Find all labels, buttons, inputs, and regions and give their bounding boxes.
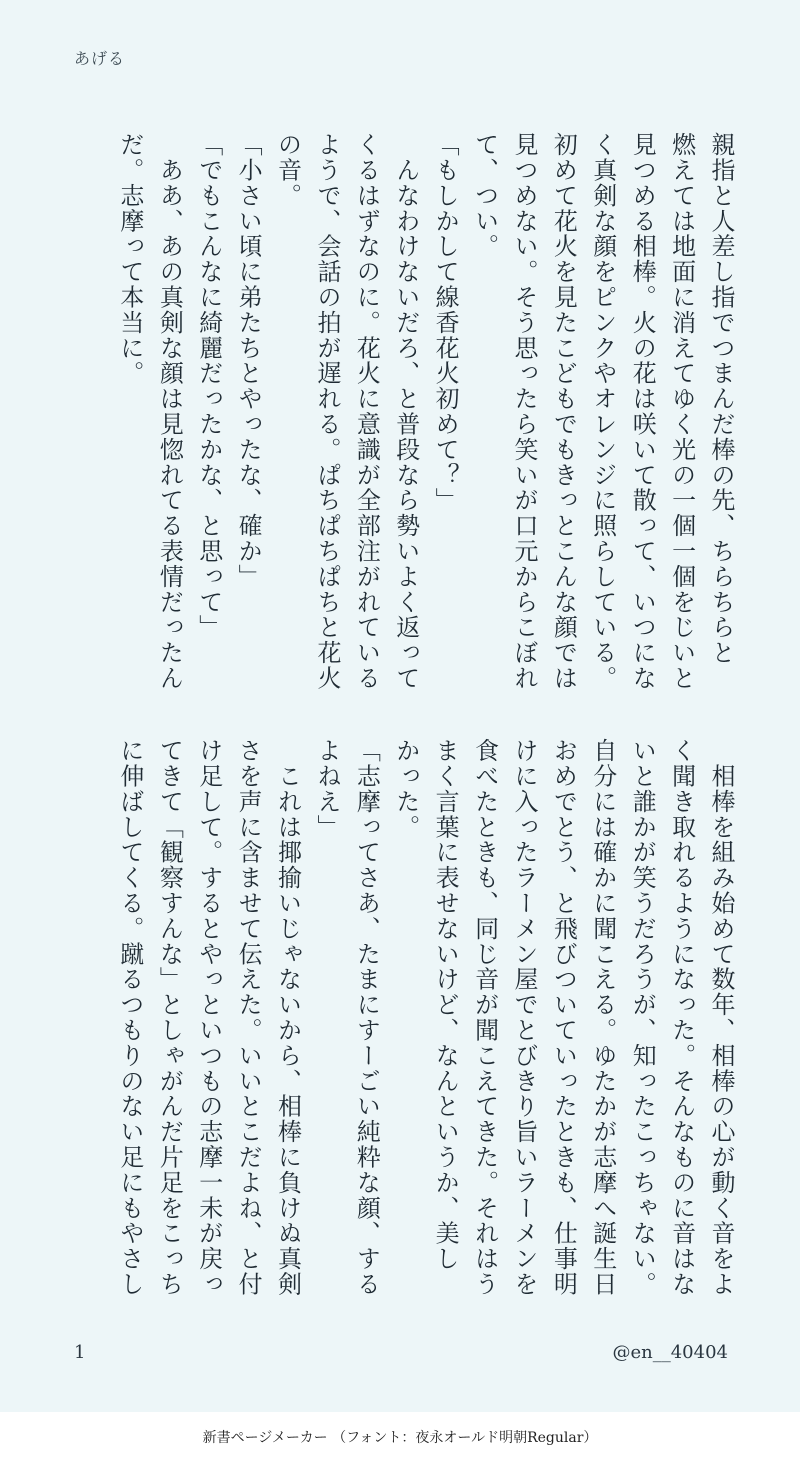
text-block-top: 親指と人差し指でつまんだ棒の先、ちらちらと 燃えては地面に消えてゆく光の一個一個をじいと 見つめる相棒。火の花は咲いて散って、いつにな く真剣な顔をピンクやオレンジに照らしている。 初めて花火を見たこどもでもきっとこんな顔では 見つめない。そう思ったら笑いが口元からこぼれ て、つい。 「もしかして線香花火初めて？」 んなわけないだろ、と普段なら勢いよく返って くるはずなのに。花火に意識が全部注がれている ようで、会話の拍が遅れる。ぱちぱちぱちと花火 の音。 「小さい頃に弟たちとやったな、確か」 「でもこんなに綺麗だったかな、と思って」 ああ、あの真剣な顔は見惚れてる表情だったん だ。志摩って本当に。 xyxy=(115,132,735,691)
footer-credit: 新書ページメーカー （フォント：夜永オールド明朝Regular） xyxy=(0,1412,800,1465)
author-handle: @en__40404 xyxy=(612,1342,728,1363)
page-title: あげる xyxy=(74,49,126,68)
text-block-bottom: 相棒を組み始めて数年、相棒の心が動く音をよ く聞き取れるようになった。そんなものに音はな いと誰かが笑うだろうが、知ったこっちゃない。 自分には確かに聞こえる。ゆたかが志摩へ誕生日 おめでとう、と飛びついていったときも、仕事明 けに入ったラーメン屋でとびきり旨いラーメンを 食べたときも、同じ音が聞こえてきた。それはう まく言葉に表せないけど、なんというか、美し かった。 「志摩ってさあ、たまにすーごい純粋な顔、する よねえ」 これは揶揄いじゃないから、相棒に負けぬ真剣 さを声に含ませて伝えた。いいとこだよね、と付 け足して。するとやっといつもの志摩一未が戻っ てきて「観察すんな」としゃがんだ片足をこっち に伸ばしてくる。蹴るつもりのない足にもやさし xyxy=(115,738,735,1297)
page-number: 1 xyxy=(74,1342,86,1363)
